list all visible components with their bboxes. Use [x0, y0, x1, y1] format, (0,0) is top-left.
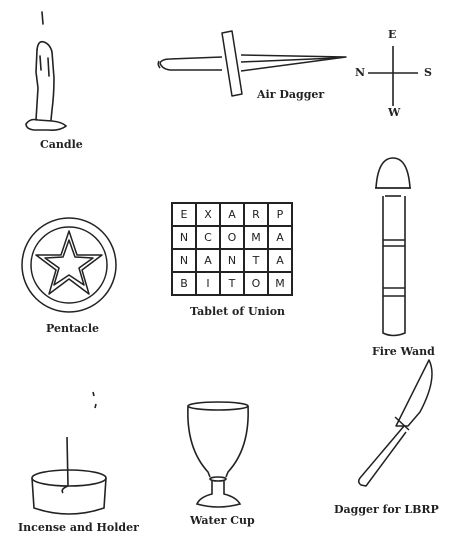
compass-west-label: W — [388, 106, 401, 119]
tablet-cell: I — [196, 272, 220, 295]
tablet-cell: M — [244, 226, 268, 249]
compass-south-label: S — [424, 66, 432, 79]
water-cup-drawing — [188, 402, 248, 507]
tablet-cell: N — [172, 226, 196, 249]
tablet-cell: C — [196, 226, 220, 249]
tablet-cell: T — [220, 272, 244, 295]
incense-holder-label: Incense and Holder — [18, 521, 139, 534]
tablet-cell: N — [220, 249, 244, 272]
tablet-cell: A — [220, 203, 244, 226]
tablet-cell: A — [268, 226, 292, 249]
fire-wand-drawing — [375, 158, 411, 336]
compass-north-label: N — [355, 66, 366, 79]
incense-holder-drawing — [32, 392, 106, 514]
tablet-cell: M — [268, 272, 292, 295]
tablet-cell: X — [196, 203, 220, 226]
air-dagger-drawing — [158, 31, 346, 96]
candle-drawing — [26, 12, 66, 130]
fire-wand-label: Fire Wand — [372, 345, 435, 358]
tablet-cell: B — [172, 272, 196, 295]
air-dagger-label: Air Dagger — [257, 88, 325, 101]
pentacle-label: Pentacle — [46, 322, 100, 335]
tablet-cell: O — [244, 272, 268, 295]
lbrp-dagger-drawing — [359, 360, 432, 486]
tablet-of-union-label: Tablet of Union — [190, 305, 286, 318]
tablet-cell: R — [244, 203, 268, 226]
candle-label: Candle — [40, 138, 83, 151]
tablet-of-union-grid — [171, 202, 293, 296]
tablet-cell: A — [268, 249, 292, 272]
lbrp-dagger-label: Dagger for LBRP — [334, 503, 439, 516]
tablet-cell: O — [220, 226, 244, 249]
pentacle-drawing — [22, 218, 116, 312]
water-cup-label: Water Cup — [190, 514, 255, 527]
compass-drawing — [368, 46, 418, 106]
tablet-cell: E — [172, 203, 196, 226]
tablet-cell: N — [172, 249, 196, 272]
tablet-cell: A — [196, 249, 220, 272]
tablet-cell: T — [244, 249, 268, 272]
compass-east-label: E — [388, 28, 397, 41]
tablet-cell: P — [268, 203, 292, 226]
